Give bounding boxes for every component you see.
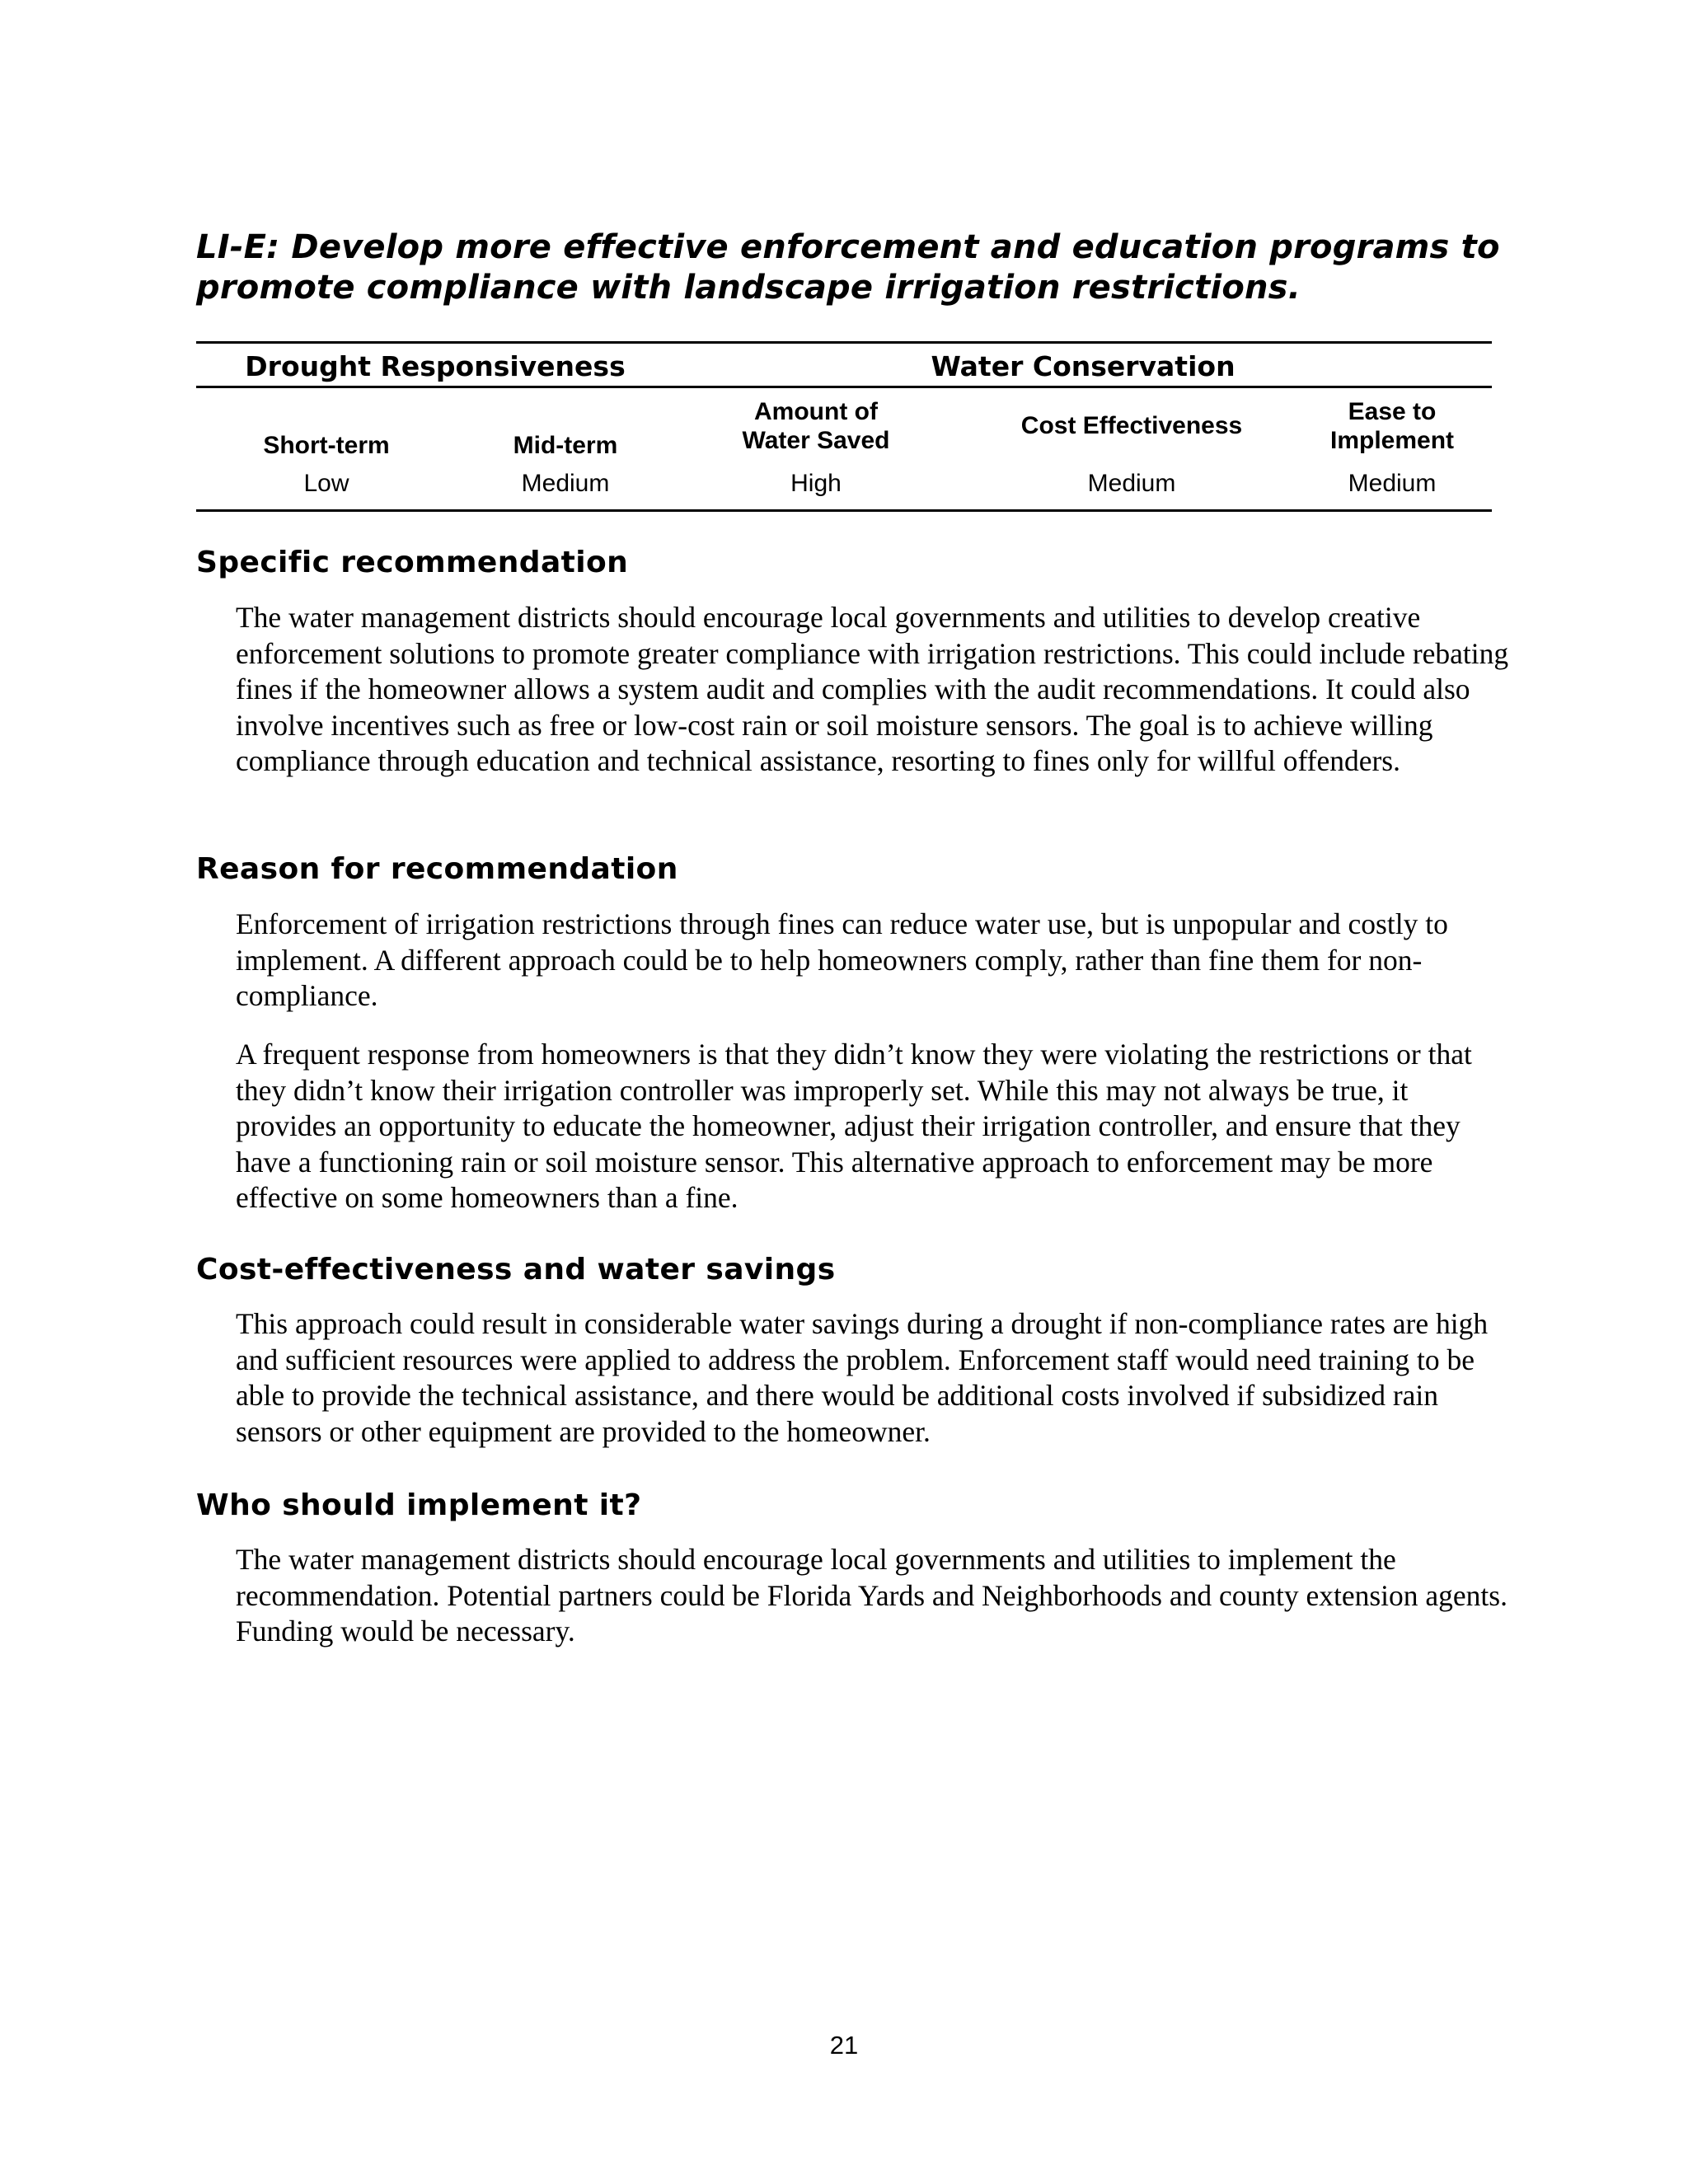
page-number: 21: [829, 2031, 859, 2060]
paragraph-cost-effectiveness: This approach could result in considerable water savings during a drought if non-compliance rates are high and sufficient resources were applied to address the problem. Enforcement staff would need training to be able to provide the technical assistance, and there would be additional costs involved if subsidized rain sensors or other equipment are provided to the homeowner.: [236, 1307, 1489, 1448]
column-header-amount-water-saved: Amount of Water Saved: [742, 398, 890, 454]
section-heading-specific-recommendation: Specific recommendation: [196, 546, 629, 579]
paragraph-specific-recommendation: The water management districts should encourage local governments and utilities to develop creative enforcement solutions to promote greater compliance with irrigation restrictions. This could include rebating fines if the homeowner allows a system audit and complies with the audit recommendations. It could also involve incentives such as free or low-cost rain or soil moisture sensors. The goal is to achieve willing compliance through education and technical assistance, resorting to fines only for willful offenders.: [236, 601, 1509, 778]
section-heading-who-should-implement: Who should implement it?: [196, 1488, 642, 1522]
column-header-cost-effectiveness: Cost Effectiveness: [1020, 412, 1243, 439]
value-short-term: Low: [303, 470, 349, 497]
column-header-short-term: Short-term: [263, 432, 390, 459]
column-header-ease-to-implement: Ease to Implement: [1329, 398, 1455, 454]
group-drought-responsiveness: Drought Responsiveness: [245, 350, 626, 382]
ratings-table: [196, 341, 1492, 512]
column-header-mid-term: Mid-term: [513, 432, 618, 459]
recommendation-title: LI-E: Develop more effective enforcement and education programs to promote compliance with landscape irrigation restrictions.: [196, 228, 1500, 307]
ratings-group-row: [196, 344, 1492, 388]
value-mid-term: Medium: [521, 470, 610, 497]
value-amount-water-saved: High: [790, 470, 842, 497]
paragraph-reason-2: A frequent response from homeowners is that they didn’t know they were violating the restrictions or that they didn’t know their irrigation controller was improperly set. While this may not always be true, it provides an opportunity to educate the homeowner, adjust their irrigation controller, and ensure that they have a functioning rain or soil moisture sensor. This alternative approach to enforcement may be more effective on some homeowners than a fine.: [236, 1038, 1472, 1215]
paragraph-reason-1: Enforcement of irrigation restrictions through fines can reduce water use, but is unpopular and costly to implement. A different approach could be to help homeowners comply, rather than fine them for non-compliance.: [236, 907, 1448, 1013]
group-water-conservation: Water Conservation: [931, 350, 1236, 382]
value-cost-effectiveness: Medium: [1087, 470, 1176, 497]
section-heading-reason-for-recommendation: Reason for recommendation: [196, 852, 678, 886]
section-heading-cost-effectiveness: Cost-effectiveness and water savings: [196, 1253, 836, 1286]
paragraph-who-should-implement: The water management districts should encourage local governments and utilities to implement the recommendation. Potential partners could be Florida Yards and Neighborhoods and county extension agents. Funding would be necessary.: [236, 1543, 1507, 1648]
value-ease-to-implement: Medium: [1348, 470, 1437, 497]
